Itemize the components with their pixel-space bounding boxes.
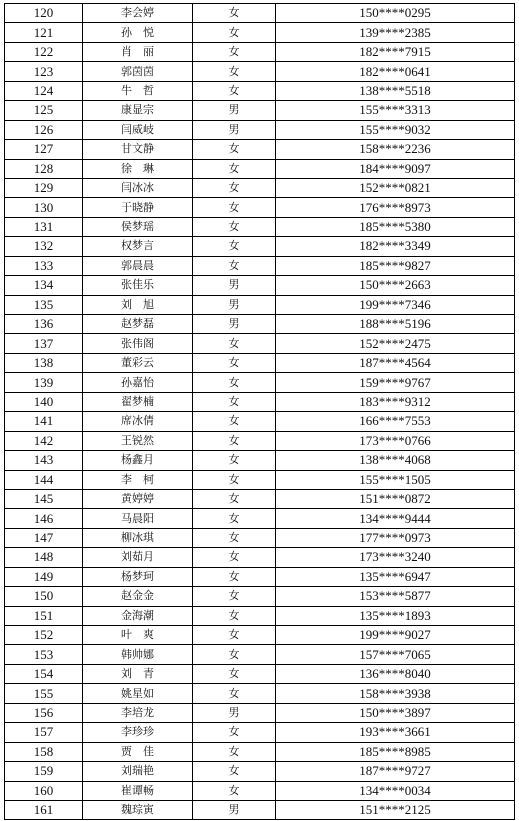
name-cell: 赵梦磊 — [83, 315, 193, 334]
table-row — [5, 451, 515, 470]
row-number: 126 — [5, 120, 83, 139]
table-row — [5, 567, 515, 586]
roster-table — [4, 3, 515, 820]
table-row — [5, 81, 515, 100]
phone-cell: 153****5877 — [276, 587, 515, 606]
gender-cell: 女 — [193, 664, 276, 683]
row-number: 149 — [5, 567, 83, 586]
gender-cell: 男 — [193, 703, 276, 722]
name-cell: 刘 青 — [83, 664, 193, 683]
gender-cell: 男 — [193, 120, 276, 139]
row-number: 150 — [5, 587, 83, 606]
name-cell: 杨梦珂 — [83, 567, 193, 586]
name-cell: 张伟阁 — [83, 334, 193, 353]
row-number: 123 — [5, 62, 83, 81]
table-row — [5, 4, 515, 23]
gender-cell: 女 — [193, 548, 276, 567]
table-row — [5, 684, 515, 703]
table-row — [5, 800, 515, 819]
table-row — [5, 470, 515, 489]
row-number: 158 — [5, 742, 83, 761]
row-number: 127 — [5, 140, 83, 159]
phone-cell: 150****0295 — [276, 4, 515, 23]
row-number: 154 — [5, 664, 83, 683]
name-cell: 崔谭畅 — [83, 781, 193, 800]
gender-cell: 女 — [193, 198, 276, 217]
name-cell: 李培龙 — [83, 703, 193, 722]
gender-cell: 女 — [193, 4, 276, 23]
name-cell: 王锐然 — [83, 431, 193, 450]
gender-cell: 女 — [193, 353, 276, 372]
row-number: 129 — [5, 178, 83, 197]
row-number: 132 — [5, 237, 83, 256]
name-cell: 郭茵茵 — [83, 62, 193, 81]
phone-cell: 150****2663 — [276, 276, 515, 295]
row-number: 125 — [5, 101, 83, 120]
name-cell: 翟梦楠 — [83, 392, 193, 411]
gender-cell: 女 — [193, 645, 276, 664]
table-row — [5, 159, 515, 178]
phone-cell: 152****0821 — [276, 178, 515, 197]
table-row — [5, 62, 515, 81]
row-number: 151 — [5, 606, 83, 625]
name-cell: 韩帅娜 — [83, 645, 193, 664]
phone-cell: 158****2236 — [276, 140, 515, 159]
gender-cell: 女 — [193, 412, 276, 431]
row-number: 139 — [5, 373, 83, 392]
phone-cell: 182****0641 — [276, 62, 515, 81]
name-cell: 李 柯 — [83, 470, 193, 489]
gender-cell: 女 — [193, 723, 276, 742]
phone-cell: 177****0973 — [276, 528, 515, 547]
gender-cell: 女 — [193, 451, 276, 470]
name-cell: 刘 旭 — [83, 295, 193, 314]
table-row — [5, 120, 515, 139]
row-number: 147 — [5, 528, 83, 547]
table-row — [5, 431, 515, 450]
name-cell: 魏琮寅 — [83, 800, 193, 819]
name-cell: 李会婷 — [83, 4, 193, 23]
gender-cell: 女 — [193, 217, 276, 236]
row-number: 148 — [5, 548, 83, 567]
gender-cell: 女 — [193, 178, 276, 197]
gender-cell: 女 — [193, 237, 276, 256]
row-number: 138 — [5, 353, 83, 372]
phone-cell: 138****4068 — [276, 451, 515, 470]
row-number: 143 — [5, 451, 83, 470]
phone-cell: 150****3897 — [276, 703, 515, 722]
phone-cell: 173****3240 — [276, 548, 515, 567]
name-cell: 闫威岐 — [83, 120, 193, 139]
phone-cell: 176****8973 — [276, 198, 515, 217]
row-number: 128 — [5, 159, 83, 178]
phone-cell: 151****2125 — [276, 800, 515, 819]
table-row — [5, 353, 515, 372]
name-cell: 闫冰冰 — [83, 178, 193, 197]
gender-cell: 女 — [193, 23, 276, 42]
phone-cell: 155****1505 — [276, 470, 515, 489]
row-number: 161 — [5, 800, 83, 819]
gender-cell: 女 — [193, 470, 276, 489]
phone-cell: 199****7346 — [276, 295, 515, 314]
row-number: 122 — [5, 42, 83, 61]
table-row — [5, 373, 515, 392]
table-row — [5, 140, 515, 159]
name-cell: 刘茹月 — [83, 548, 193, 567]
phone-cell: 185****8985 — [276, 742, 515, 761]
name-cell: 董彩云 — [83, 353, 193, 372]
row-number: 153 — [5, 645, 83, 664]
name-cell: 权梦言 — [83, 237, 193, 256]
row-number: 156 — [5, 703, 83, 722]
phone-cell: 151****0872 — [276, 489, 515, 508]
table-row — [5, 198, 515, 217]
row-number: 145 — [5, 489, 83, 508]
gender-cell: 女 — [193, 742, 276, 761]
phone-cell: 135****1893 — [276, 606, 515, 625]
gender-cell: 男 — [193, 295, 276, 314]
phone-cell: 134****0034 — [276, 781, 515, 800]
gender-cell: 女 — [193, 334, 276, 353]
row-number: 134 — [5, 276, 83, 295]
row-number: 159 — [5, 762, 83, 781]
table-row — [5, 548, 515, 567]
table-row — [5, 237, 515, 256]
name-cell: 柳冰琪 — [83, 528, 193, 547]
row-number: 137 — [5, 334, 83, 353]
name-cell: 孙 悦 — [83, 23, 193, 42]
table-row — [5, 217, 515, 236]
row-number: 131 — [5, 217, 83, 236]
phone-cell: 138****5518 — [276, 81, 515, 100]
name-cell: 刘瑞艳 — [83, 762, 193, 781]
gender-cell: 男 — [193, 276, 276, 295]
gender-cell: 女 — [193, 509, 276, 528]
row-number: 155 — [5, 684, 83, 703]
table-row — [5, 645, 515, 664]
phone-cell: 182****7915 — [276, 42, 515, 61]
gender-cell: 女 — [193, 431, 276, 450]
gender-cell: 女 — [193, 762, 276, 781]
gender-cell: 女 — [193, 81, 276, 100]
roster-body — [5, 4, 515, 820]
row-number: 135 — [5, 295, 83, 314]
gender-cell: 女 — [193, 489, 276, 508]
gender-cell: 女 — [193, 528, 276, 547]
phone-cell: 199****9027 — [276, 626, 515, 645]
name-cell: 徐 琳 — [83, 159, 193, 178]
phone-cell: 134****9444 — [276, 509, 515, 528]
name-cell: 李珍珍 — [83, 723, 193, 742]
phone-cell: 182****3349 — [276, 237, 515, 256]
table-row — [5, 276, 515, 295]
row-number: 157 — [5, 723, 83, 742]
name-cell: 马晨阳 — [83, 509, 193, 528]
row-number: 152 — [5, 626, 83, 645]
table-row — [5, 23, 515, 42]
phone-cell: 158****3938 — [276, 684, 515, 703]
gender-cell: 男 — [193, 101, 276, 120]
name-cell: 金海潮 — [83, 606, 193, 625]
table-row — [5, 295, 515, 314]
name-cell: 贾 佳 — [83, 742, 193, 761]
name-cell: 甘文静 — [83, 140, 193, 159]
name-cell: 侯梦瑶 — [83, 217, 193, 236]
phone-cell: 185****5380 — [276, 217, 515, 236]
table-row — [5, 315, 515, 334]
table-row — [5, 606, 515, 625]
table-row — [5, 762, 515, 781]
phone-cell: 139****2385 — [276, 23, 515, 42]
row-number: 141 — [5, 412, 83, 431]
row-number: 144 — [5, 470, 83, 489]
table-row — [5, 412, 515, 431]
name-cell: 姚星如 — [83, 684, 193, 703]
phone-cell: 193****3661 — [276, 723, 515, 742]
phone-cell: 166****7553 — [276, 412, 515, 431]
row-number: 130 — [5, 198, 83, 217]
table-row — [5, 489, 515, 508]
table-row — [5, 781, 515, 800]
row-number: 120 — [5, 4, 83, 23]
gender-cell: 女 — [193, 606, 276, 625]
gender-cell: 女 — [193, 781, 276, 800]
table-row — [5, 334, 515, 353]
phone-cell: 136****8040 — [276, 664, 515, 683]
table-row — [5, 723, 515, 742]
row-number: 142 — [5, 431, 83, 450]
gender-cell: 女 — [193, 159, 276, 178]
phone-cell: 188****5196 — [276, 315, 515, 334]
table-row — [5, 42, 515, 61]
row-number: 133 — [5, 256, 83, 275]
name-cell: 牛 哲 — [83, 81, 193, 100]
phone-cell: 155****3313 — [276, 101, 515, 120]
gender-cell: 女 — [193, 140, 276, 159]
gender-cell: 男 — [193, 800, 276, 819]
name-cell: 于晓静 — [83, 198, 193, 217]
table-row — [5, 392, 515, 411]
gender-cell: 女 — [193, 587, 276, 606]
gender-cell: 女 — [193, 567, 276, 586]
phone-cell: 157****7065 — [276, 645, 515, 664]
row-number: 136 — [5, 315, 83, 334]
name-cell: 孙嘉怡 — [83, 373, 193, 392]
table-row — [5, 101, 515, 120]
name-cell: 席冰倩 — [83, 412, 193, 431]
phone-cell: 183****9312 — [276, 392, 515, 411]
gender-cell: 女 — [193, 42, 276, 61]
name-cell: 赵金金 — [83, 587, 193, 606]
gender-cell: 女 — [193, 373, 276, 392]
gender-cell: 女 — [193, 392, 276, 411]
table-row — [5, 587, 515, 606]
row-number: 146 — [5, 509, 83, 528]
name-cell: 黄婷婷 — [83, 489, 193, 508]
gender-cell: 女 — [193, 256, 276, 275]
gender-cell: 男 — [193, 315, 276, 334]
table-row — [5, 509, 515, 528]
phone-cell: 159****9767 — [276, 373, 515, 392]
table-row — [5, 742, 515, 761]
phone-cell: 155****9032 — [276, 120, 515, 139]
name-cell: 康显宗 — [83, 101, 193, 120]
table-row — [5, 664, 515, 683]
phone-cell: 187****4564 — [276, 353, 515, 372]
table-row — [5, 528, 515, 547]
row-number: 124 — [5, 81, 83, 100]
phone-cell: 173****0766 — [276, 431, 515, 450]
table-row — [5, 178, 515, 197]
name-cell: 张佳乐 — [83, 276, 193, 295]
phone-cell: 152****2475 — [276, 334, 515, 353]
phone-cell: 185****9827 — [276, 256, 515, 275]
row-number: 121 — [5, 23, 83, 42]
name-cell: 叶 爽 — [83, 626, 193, 645]
phone-cell: 187****9727 — [276, 762, 515, 781]
name-cell: 杨鑫月 — [83, 451, 193, 470]
phone-cell: 184****9097 — [276, 159, 515, 178]
table-row — [5, 703, 515, 722]
table-row — [5, 256, 515, 275]
table-row — [5, 626, 515, 645]
gender-cell: 女 — [193, 684, 276, 703]
gender-cell: 女 — [193, 626, 276, 645]
row-number: 160 — [5, 781, 83, 800]
gender-cell: 女 — [193, 62, 276, 81]
name-cell: 郭晨晨 — [83, 256, 193, 275]
name-cell: 肖 丽 — [83, 42, 193, 61]
row-number: 140 — [5, 392, 83, 411]
phone-cell: 135****6947 — [276, 567, 515, 586]
